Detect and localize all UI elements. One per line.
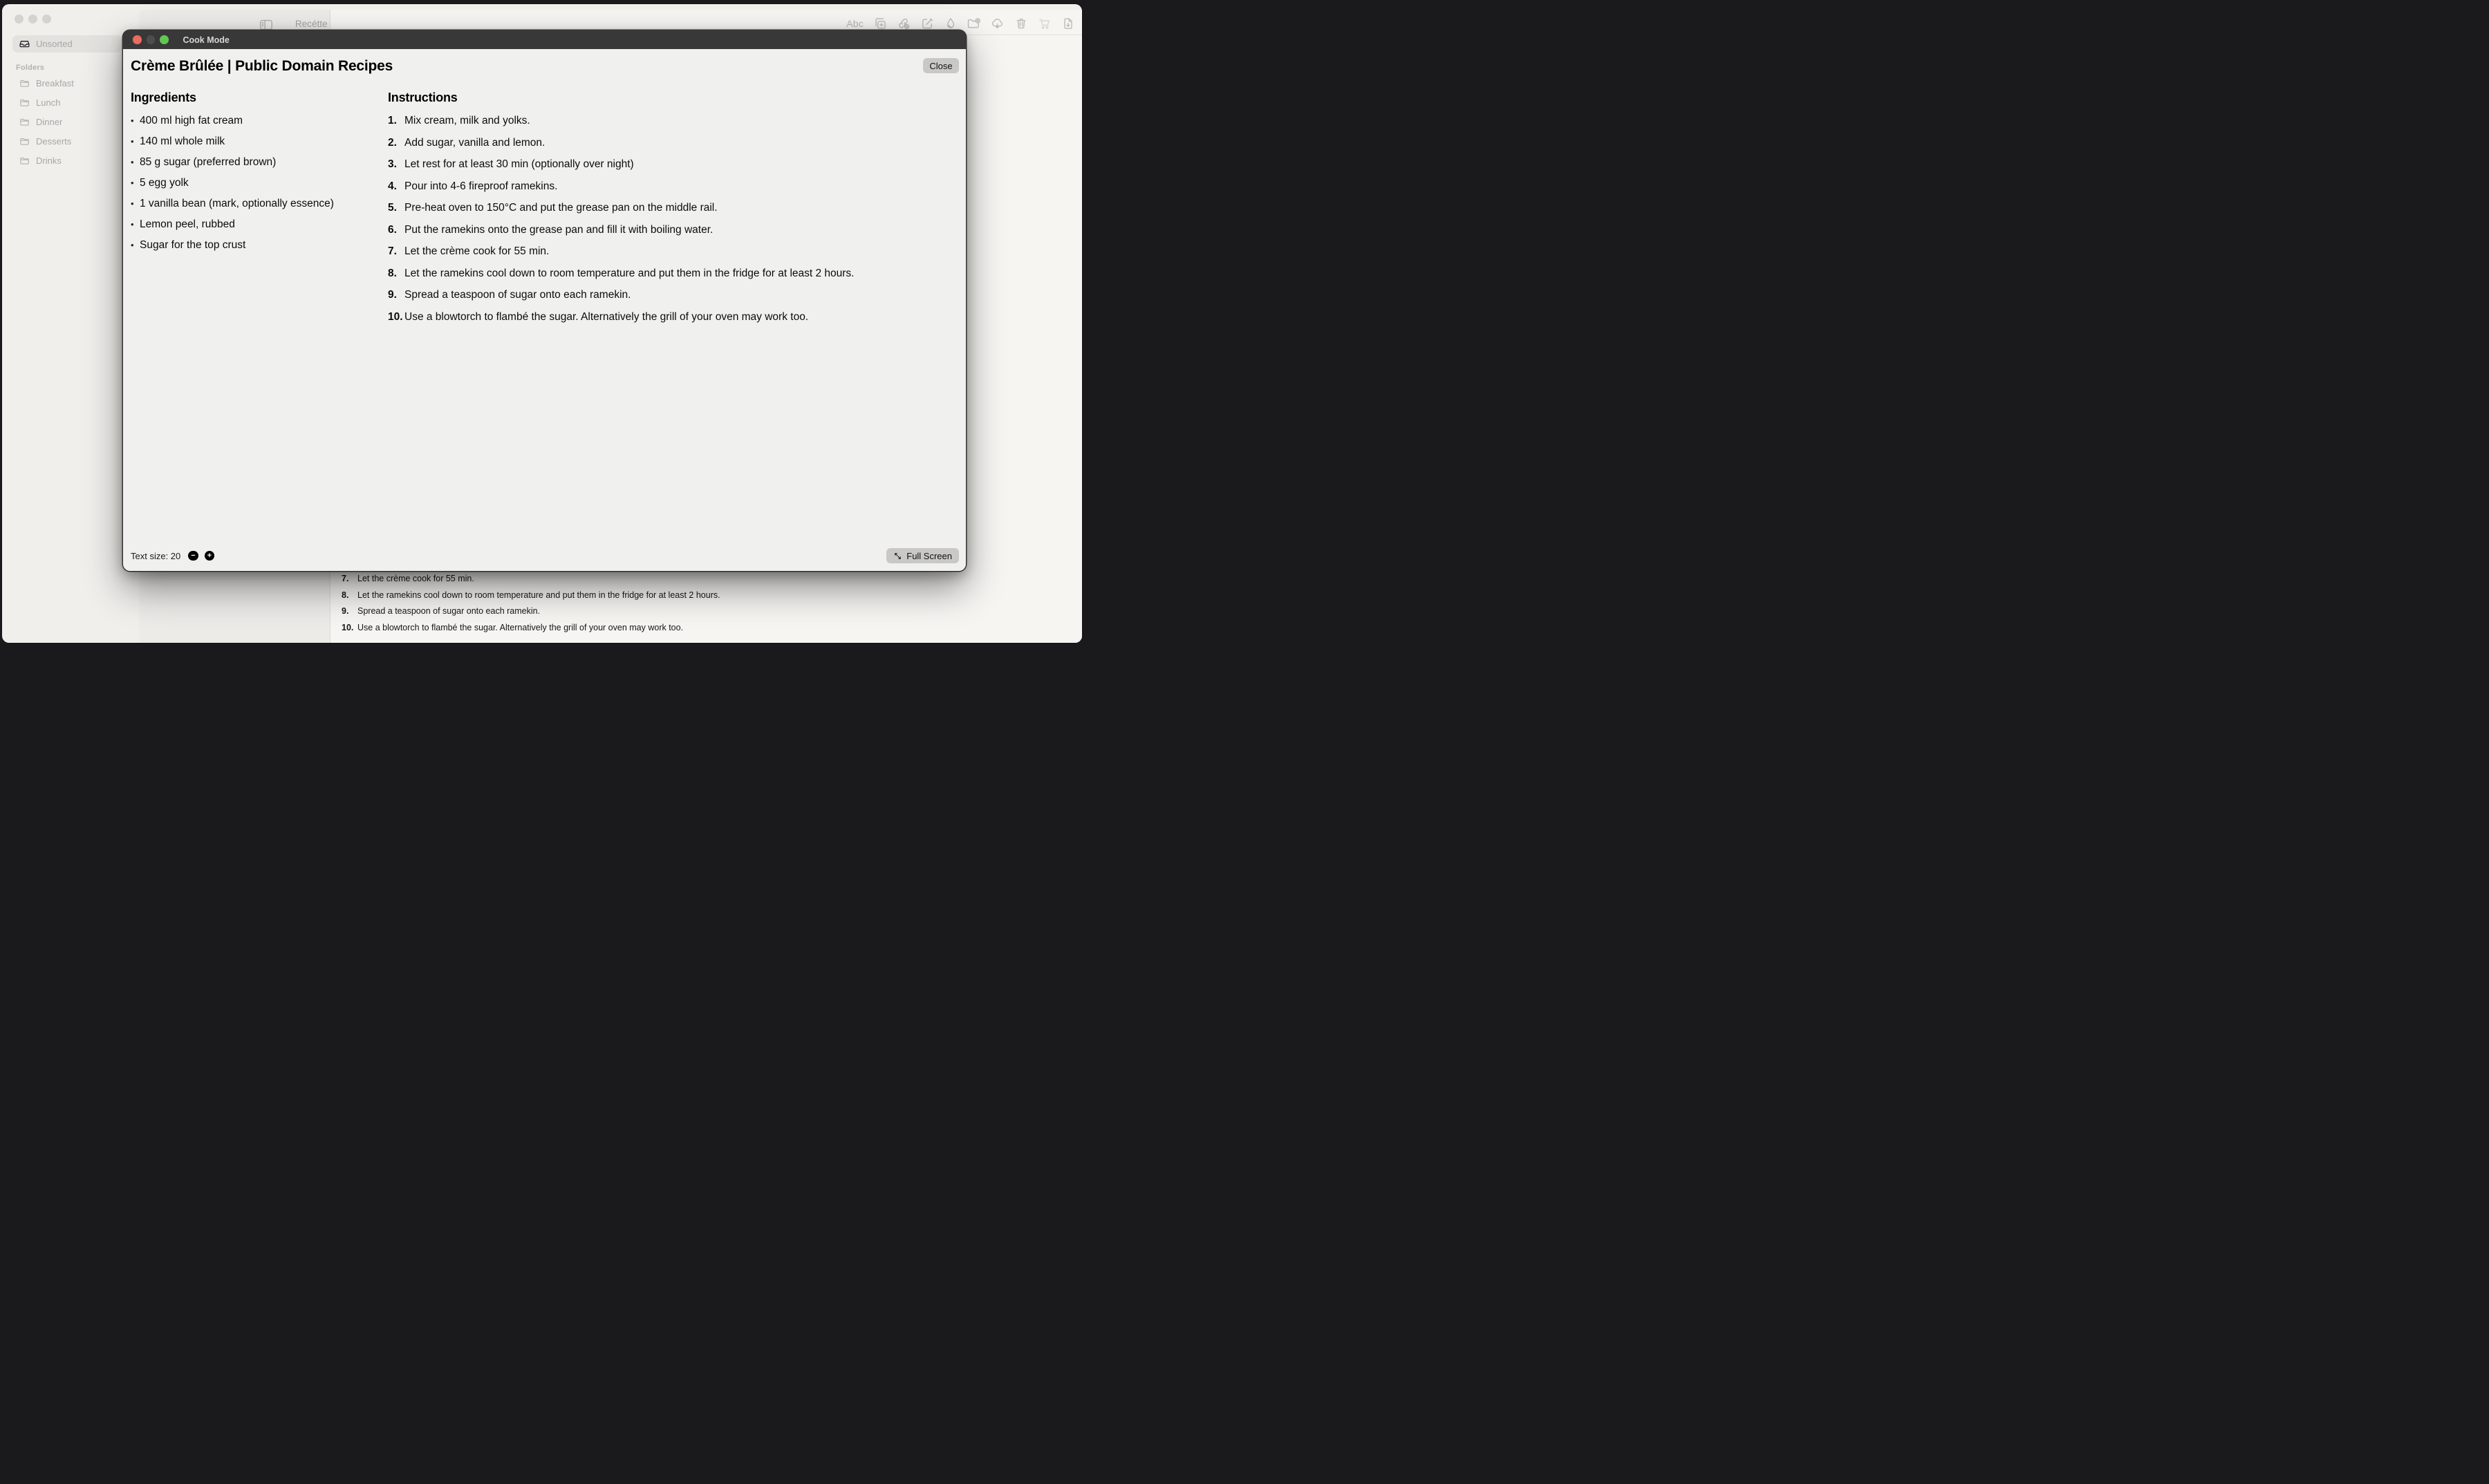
instruction-number: 2. (388, 136, 397, 149)
instruction-text: Pre-heat oven to 150°C and put the grease pan on the middle rail. (404, 202, 718, 214)
background-instruction-row (342, 590, 1068, 601)
instruction-text: Put the ramekins onto the grease pan and fill it with boiling water. (404, 223, 714, 236)
bullet-glyph: • (131, 115, 134, 126)
instruction-number: 3. (388, 158, 397, 170)
ingredient-row (131, 238, 388, 252)
text-size-increase-button[interactable]: + (205, 551, 215, 561)
instruction-number: 9. (388, 289, 397, 301)
folder-icon (19, 136, 30, 147)
ingredient-row (131, 218, 388, 232)
sidebar-item-unsorted[interactable] (12, 35, 122, 53)
instruction-number: 5. (388, 202, 397, 214)
bullet-glyph: • (131, 178, 134, 188)
window-close-button[interactable] (15, 15, 24, 24)
ingredient-text: 1 vanilla bean (mark, optionally essence) (140, 198, 334, 209)
ingredient-row (131, 135, 388, 149)
document-title: Recétte (295, 19, 328, 29)
edit-button[interactable] (920, 16, 934, 30)
ingredient-row (131, 197, 388, 211)
instruction-text: Mix cream, milk and yolks. (404, 115, 530, 126)
sidebar-folder-item[interactable] (2, 73, 139, 93)
instruction-number: 10. (342, 622, 354, 632)
new-folder-button[interactable] (967, 16, 981, 30)
modal-zoom-button[interactable] (160, 35, 169, 44)
cart-icon (1038, 17, 1052, 30)
folders-section-heading: Folders (16, 64, 45, 72)
folder-label: Drinks (36, 155, 62, 166)
background-instruction-row (342, 623, 1068, 634)
cloud-download-icon (990, 17, 1005, 30)
export-document-button[interactable] (1061, 16, 1075, 30)
modal-close-button[interactable] (133, 35, 142, 44)
ingredient-text: 140 ml whole milk (140, 135, 225, 147)
folder-label: Desserts (36, 135, 72, 147)
full-screen-button[interactable] (886, 548, 959, 563)
instruction-row (388, 136, 958, 150)
text-size-decrease-button[interactable]: − (188, 551, 198, 561)
cook-mode-titlebar (123, 30, 966, 49)
bullet-glyph: • (131, 240, 134, 250)
ingredients-heading: Ingredients (131, 91, 196, 104)
instructions-heading: Instructions (388, 91, 458, 104)
instruction-text: Let the crème cook for 55 min. (357, 574, 474, 583)
sidebar-folder-item[interactable] (2, 131, 139, 151)
recipe-columns (131, 90, 958, 332)
instruction-text: Let the crème cook for 55 min. (404, 245, 550, 257)
recipe-app-window (2, 4, 1082, 643)
folder-label: Lunch (36, 97, 61, 108)
instruction-row (388, 180, 958, 194)
full-screen-label: Full Screen (906, 550, 952, 561)
text-size-label: Text size: 20 (131, 550, 181, 561)
instruction-number: 8. (388, 267, 397, 279)
sidebar-item-label: Unsorted (36, 39, 73, 49)
bullet-glyph: • (131, 198, 134, 209)
instruction-row (388, 310, 958, 324)
ingredients-section (131, 90, 388, 332)
ingredient-text: 5 egg yolk (140, 177, 189, 189)
instruction-number: 4. (388, 180, 397, 192)
cloud-download-button[interactable] (990, 16, 1005, 30)
ingredient-row (131, 114, 388, 128)
instruction-row (388, 201, 958, 215)
instruction-number: 6. (388, 223, 397, 236)
recipe-title: Crème Brûlée | Public Domain Recipes (131, 58, 393, 74)
instruction-number: 8. (342, 590, 349, 600)
ingredients-list (131, 114, 388, 252)
instruction-row (388, 245, 958, 259)
instruction-row (388, 267, 958, 281)
ingredient-text: Sugar for the top crust (140, 239, 246, 251)
compose-icon (920, 17, 934, 30)
ingredient-text: Lemon peel, rubbed (140, 218, 235, 230)
background-instruction-row (342, 574, 1068, 585)
background-instruction-row (342, 606, 1068, 617)
instruction-text: Add sugar, vanilla and lemon. (404, 136, 546, 149)
sidebar-folder-item[interactable] (2, 93, 139, 112)
instruction-number: 10. (388, 310, 403, 323)
instruction-text: Spread a teaspoon of sugar onto each ramekin. (404, 289, 631, 301)
instruction-text: Pour into 4-6 fireproof ramekins. (404, 180, 558, 192)
instruction-number: 7. (342, 574, 349, 583)
bullet-glyph: • (131, 157, 134, 167)
ingredient-text: 400 ml high fat cream (140, 115, 243, 126)
panel-toggle-icon (259, 18, 274, 32)
instruction-text: Let rest for at least 30 min (optionally over night) (404, 158, 634, 170)
instruction-number: 9. (342, 606, 349, 616)
modal-window-title: Cook Mode (183, 35, 230, 45)
instruction-text: Let the ramekins cool down to room temperature and put them in the fridge for at least 2 hours. (357, 590, 720, 600)
add-link-button[interactable] (896, 16, 911, 30)
instruction-text: Let the ramekins cool down to room temperature and put them in the fridge for at least 2 hours. (404, 267, 855, 279)
bullet-glyph: • (131, 219, 134, 229)
instruction-text: Use a blowtorch to flambé the sugar. Alternatively the grill of your oven may work too. (357, 622, 684, 632)
folder-label: Dinner (36, 116, 63, 127)
folder-label: Breakfast (36, 77, 74, 88)
cook-mode-button[interactable] (943, 16, 958, 30)
window-zoom-button[interactable] (42, 15, 51, 24)
document-download-icon (1061, 17, 1075, 30)
link-plus-icon (897, 17, 911, 30)
instruction-row (388, 223, 958, 237)
detail-toolbar (846, 16, 1075, 30)
trash-icon (1014, 17, 1028, 30)
sidebar-toggle-button[interactable] (259, 18, 275, 32)
sidebar (2, 4, 139, 643)
instruction-number: 1. (388, 115, 397, 126)
bullet-glyph: • (131, 136, 134, 147)
ingredient-row (131, 156, 388, 169)
modal-traffic-lights (133, 35, 169, 44)
instruction-row (388, 114, 958, 128)
duplicate-button[interactable] (873, 16, 887, 30)
instruction-text: Spread a teaspoon of sugar onto each ramekin. (357, 606, 541, 616)
ingredient-row (131, 176, 388, 190)
sidebar-folder-item[interactable] (2, 112, 139, 131)
folder-plus-icon (967, 17, 981, 30)
background-instructions (342, 574, 1068, 639)
expand-diagonal-icon (893, 552, 902, 561)
copy-plus-icon (873, 17, 887, 30)
instructions-list (388, 114, 958, 324)
cook-mode-footer (131, 547, 959, 564)
instruction-row (388, 288, 958, 302)
folder-list (2, 73, 139, 170)
sidebar-folder-item[interactable] (2, 151, 139, 170)
instructions-section (388, 90, 958, 332)
close-button[interactable]: Close (923, 58, 959, 73)
delete-button[interactable] (1014, 16, 1028, 30)
inbox-tray-icon (19, 38, 30, 50)
modal-minimize-button[interactable] (147, 35, 156, 44)
folder-icon (19, 97, 30, 108)
spellcheck-button[interactable]: Abc (846, 17, 864, 29)
folder-icon (19, 156, 30, 166)
shopping-cart-button[interactable] (1037, 16, 1052, 30)
cook-mode-window (123, 30, 966, 571)
folder-icon (19, 117, 30, 127)
ingredient-text: 85 g sugar (preferred brown) (140, 156, 277, 168)
window-traffic-lights (15, 15, 51, 24)
window-minimize-button[interactable] (28, 15, 37, 24)
flame-icon (944, 17, 958, 30)
folder-icon (19, 78, 30, 88)
instruction-row (388, 158, 958, 171)
instruction-text: Use a blowtorch to flambé the sugar. Alternatively the grill of your oven may work too. (404, 310, 809, 323)
instruction-number: 7. (388, 245, 397, 257)
